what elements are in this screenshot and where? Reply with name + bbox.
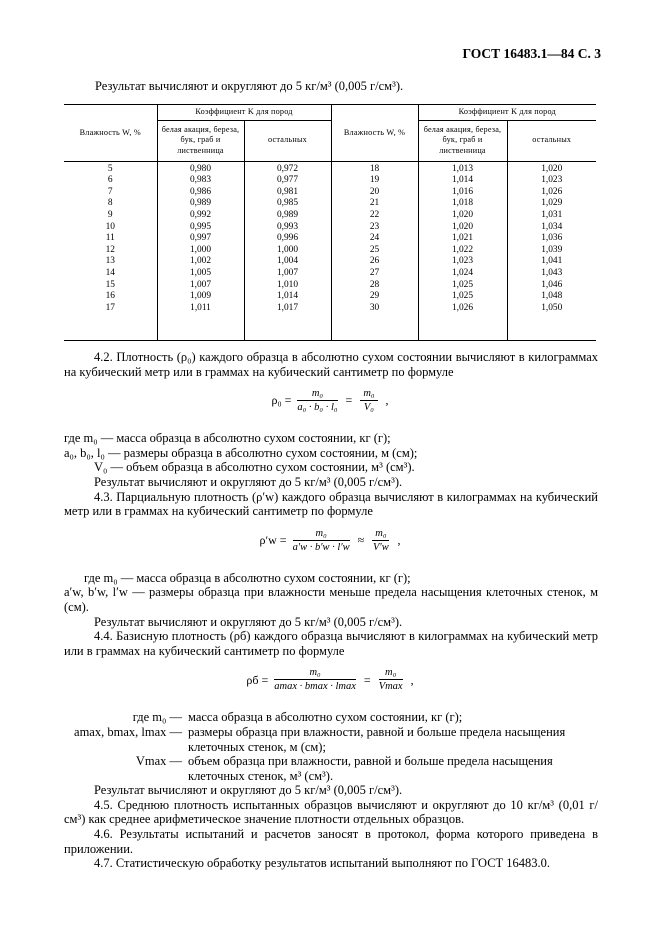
denominator: V₀ bbox=[363, 402, 374, 414]
column-k2-right: 1,020 1,023 1,026 1,029 1,031 1,034 1,036 1,039 1,041 1,043 1,046 1,048 1,050 bbox=[507, 161, 596, 341]
section-4-6: 4.6. Результаты испытаний и расчетов заносят в протокол, форма которого приведена в приложении. bbox=[64, 827, 598, 856]
definition-symbol: где m₀ — bbox=[132, 710, 182, 725]
header-coef-left: Коэффициент K для пород bbox=[157, 105, 331, 121]
definitions-4-4 bbox=[64, 710, 598, 783]
intro-text: Результат вычисляют и округляют до 5 кг/м³ (0,005 г/см³). bbox=[95, 79, 404, 93]
formula-4-4 bbox=[64, 666, 598, 700]
where-dimensions: a₀, b₀, l₀ — размеры образца в абсолютно сухом состоянии, м (см); bbox=[64, 445, 418, 460]
definition-row bbox=[64, 754, 598, 783]
fraction bbox=[360, 387, 377, 414]
formula-tail: , bbox=[385, 393, 389, 408]
column-k1-left: 0,980 0,983 0,986 0,989 0,992 0,995 0,997 1,000 1,002 1,005 1,007 1,009 1,011 bbox=[157, 161, 244, 341]
column-k1-right: 1,013 1,014 1,016 1,018 1,020 1,020 1,021 1,022 1,023 1,024 1,025 1,025 1,026 bbox=[418, 161, 507, 341]
where-m0: где m₀ — масса образца в абсолютно сухом состоянии, кг (г); bbox=[84, 570, 411, 585]
result-4-2: Результат вычисляют и округляют до 5 кг/м³ (0,005 г/см³). bbox=[94, 474, 403, 489]
fraction bbox=[297, 387, 337, 414]
denominator: V′w bbox=[372, 541, 389, 553]
section-4-2: 4.2. Плотность (ρ₀) каждого образца в абсолютно сухом состоянии вычисляют в килограммах на кубический метр или в граммах на кубический сантиметр по формуле bbox=[64, 350, 598, 379]
header-group2-left: остальных bbox=[244, 120, 331, 161]
column-moisture-left: 5 6 7 8 9 10 11 12 13 14 15 16 17 bbox=[64, 161, 157, 341]
fraction bbox=[372, 527, 389, 554]
header-coef-right: Коэффициент K для пород bbox=[418, 105, 596, 121]
denominator: a₀ · b₀ · l₀ bbox=[297, 402, 338, 414]
formula-tail: , bbox=[397, 532, 401, 547]
formula-tail: , bbox=[410, 672, 414, 687]
page-header: ГОСТ 16483.1—84 С. 3 bbox=[462, 46, 601, 61]
fraction bbox=[293, 527, 350, 554]
numerator: m₀ bbox=[293, 527, 350, 541]
where-volume: V₀ — объем образца в абсолютно сухом состоянии, м³ (см³). bbox=[94, 460, 415, 475]
coefficient-table bbox=[64, 104, 596, 341]
formula-4-3 bbox=[64, 527, 598, 561]
section-4-7: 4.7. Статистическую обработку результатов испытаний выполняют по ГОСТ 16483.0. bbox=[94, 856, 551, 871]
header-moisture-left: Влажность W, % bbox=[64, 105, 157, 162]
where-m0: где m₀ — масса образца в абсолютно сухом состоянии, кг (г); bbox=[64, 431, 391, 446]
formula-lhs: ρб = bbox=[246, 672, 269, 687]
numerator: m₀ bbox=[274, 666, 356, 680]
where-dimensions: a′w, b′w, l′w — размеры образца при влажности меньше предела насыщения клеточных стенок, м (см). bbox=[64, 585, 598, 614]
equals-sign: = bbox=[345, 393, 353, 408]
numerator: m₀ bbox=[297, 387, 337, 401]
definition-text: объем образца при влажности, равной и больше предела насыщения клеточных стенок, м³ (см³). bbox=[188, 754, 553, 783]
section-4-4: 4.4. Базисную плотность (ρб) каждого образца вычисляют в килограммах на кубический метр или в граммах на кубический сантиметр по формуле bbox=[64, 629, 598, 658]
formula-lhs: ρ′w = bbox=[259, 532, 287, 547]
equals-sign: = bbox=[363, 672, 371, 687]
result-4-4: Результат вычисляют и округляют до 5 кг/м³ (0,005 г/см³). bbox=[94, 783, 403, 798]
formula-4-2 bbox=[64, 387, 598, 421]
header-group2-right: остальных bbox=[507, 120, 596, 161]
fraction bbox=[379, 666, 403, 693]
approx-sign: ≈ bbox=[357, 532, 365, 547]
denominator: Vmax bbox=[378, 681, 403, 693]
denominator: amax · bmax · lmax bbox=[274, 681, 356, 693]
definition-row bbox=[64, 710, 598, 725]
result-4-3: Результат вычисляют и округляют до 5 кг/м³ (0,005 г/см³). bbox=[94, 614, 403, 629]
section-4-3: 4.3. Парциальную плотность (ρ′w) каждого образца вычисляют в килограммах на кубический метр или в граммах на кубический сантиметр по формуле bbox=[64, 489, 598, 519]
numerator: m₀ bbox=[360, 387, 377, 401]
numerator: m₀ bbox=[379, 666, 403, 680]
denominator: a′w · b′w · l′w bbox=[292, 541, 350, 553]
formula-lhs: ρ₀ = bbox=[271, 393, 292, 408]
header-group1-left: белая акация, береза, бук, граб и лиственница bbox=[157, 120, 244, 161]
fraction bbox=[274, 666, 356, 693]
definition-symbol: Vmax — bbox=[135, 754, 182, 769]
column-k2-left: 0,972 0,977 0,981 0,985 0,989 0,993 0,996 1,000 1,004 1,007 1,010 1,014 1,017 bbox=[244, 161, 331, 341]
definition-text: масса образца в абсолютно сухом состоянии, кг (г); bbox=[188, 710, 463, 725]
header-moisture-right: Влажность W, % bbox=[331, 105, 418, 162]
header-group1-right: белая акация, береза, бук, граб и лиственница bbox=[418, 120, 507, 161]
definition-row bbox=[64, 725, 598, 754]
body-text bbox=[64, 350, 598, 871]
section-4-5: 4.5. Среднюю плотность испытанных образцов вычисляют и округляют до 10 кг/м³ (0,01 г/см³) как среднее арифметическое значение плотности отдельных образцов. bbox=[64, 797, 598, 827]
column-moisture-right: 18 19 20 21 22 23 24 25 26 27 28 29 30 bbox=[331, 161, 418, 341]
definition-symbol: amax, bmax, lmax — bbox=[74, 724, 182, 739]
numerator: m₀ bbox=[372, 527, 389, 541]
definition-text: размеры образца при влажности, равной и больше предела насыщения клеточных стенок, м (см); bbox=[188, 724, 566, 754]
